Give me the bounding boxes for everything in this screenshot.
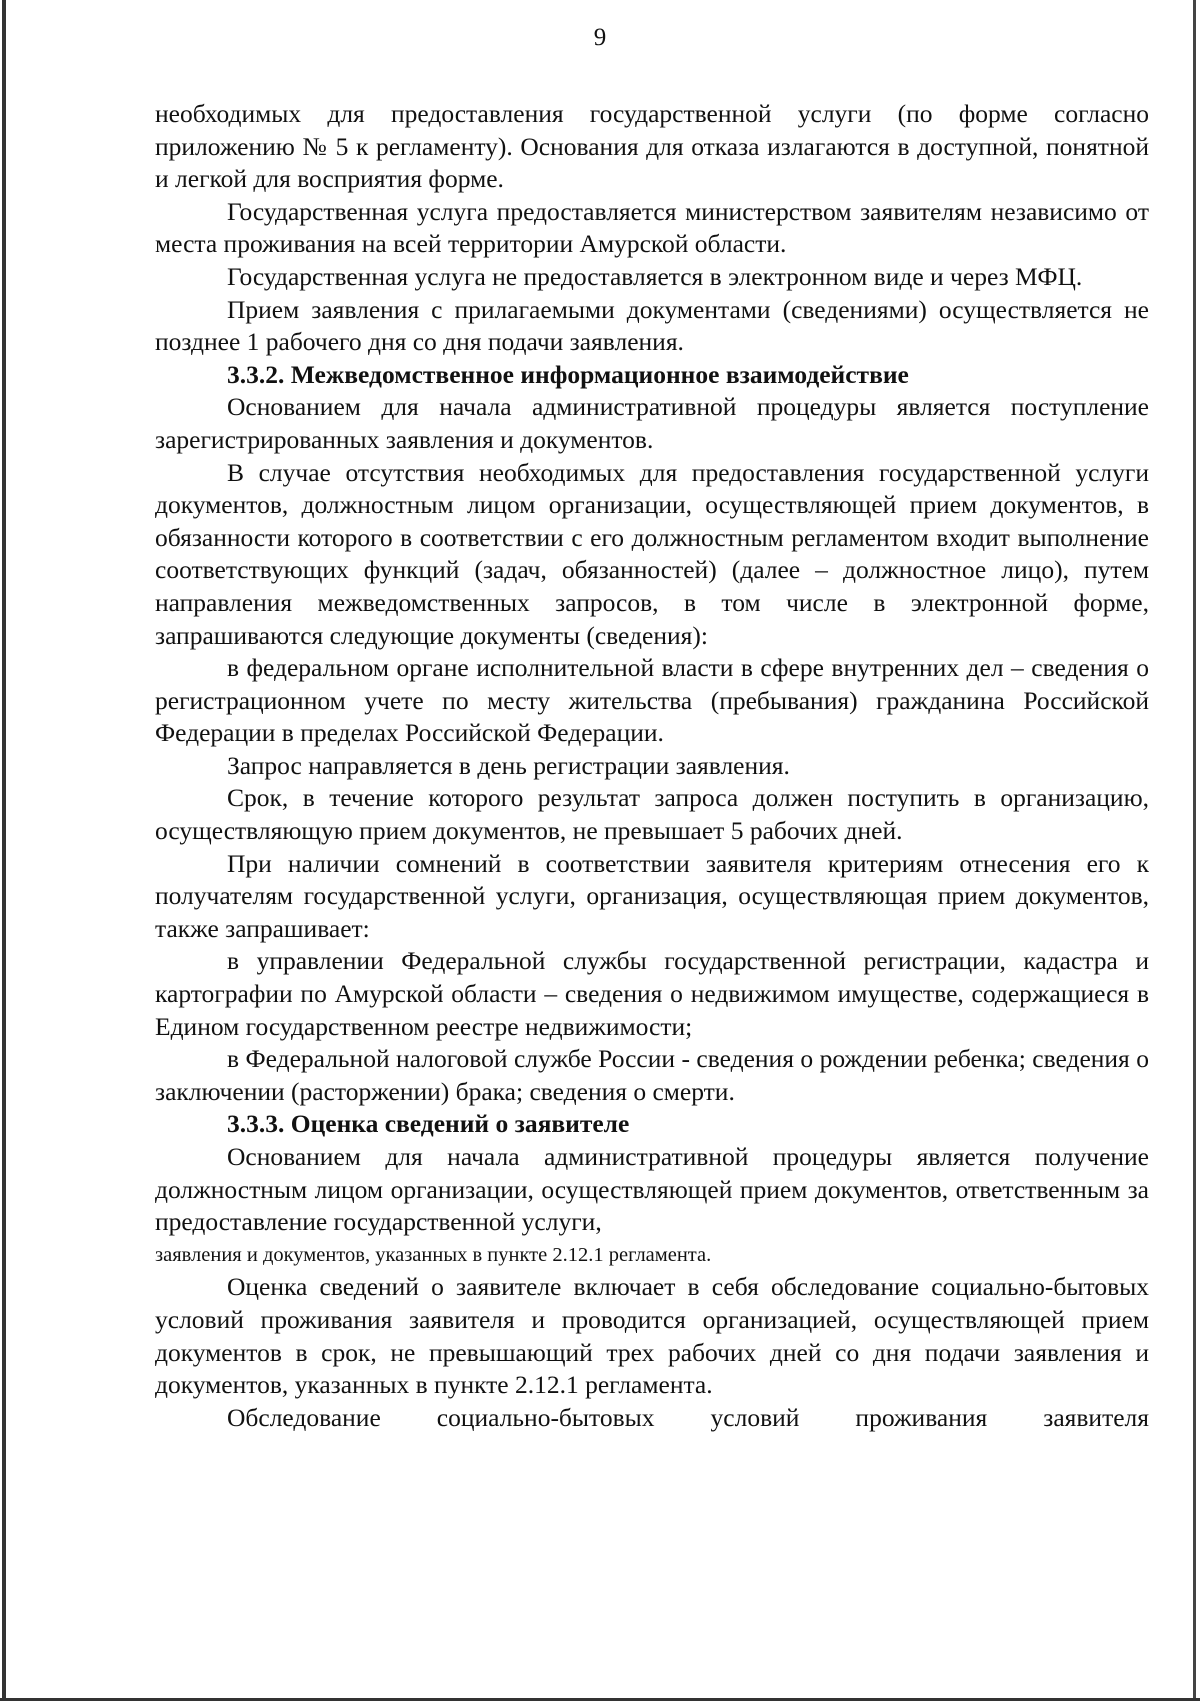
paragraph-inspection: Обследование социально-бытовых условий проживания заявителя [227,1402,1149,1432]
paragraph-assessment: Оценка сведений о заявителе включает в себя обследование социально-бытовых условий проживания заявителя и проводится организацией, осуществляющей прием документов в срок, не превышающий трех рабочих дней со дня подачи заявления и документов, указанных в пункте 2.12.1 регламента. [155,1272,1149,1400]
paragraph-basis-333-continuation: заявления и документов, указанных в пункте 2.12.1 регламента. [155,1243,712,1266]
section-heading-3-3-3: 3.3.3. Оценка сведений о заявителе [227,1109,630,1139]
paragraph-request-day: Запрос направляется в день регистрации заявления. [227,750,790,780]
section-heading-3-3-2: 3.3.2. Межведомственное информационное взаимодействие [227,359,909,389]
paragraph-rosreestr: в управлении Федеральной службы государственной регистрации, кадастра и картографии по Амурской области – сведения о недвижимом имуществе, содержащиеся в Едином государственном реестре недвижимости; [155,946,1149,1041]
scan-left-edge [2,0,6,1701]
paragraph-internal-affairs: в федеральном органе исполнительной власти в сфере внутренних дел – сведения о регистрационном учете по месту жительства (пребывания) гражданина Российской Федерации в пределах Российской Федерации. [155,653,1149,748]
document-body [155,98,1149,1434]
scan-right-edge [1193,0,1196,1701]
paragraph-basis-332: Основанием для начала административной процедуры является поступление зарегистрированных заявления и документов. [155,392,1149,454]
paragraph-tax-service: в Федеральной налоговой службе России - сведения о рождении ребенка; сведения о заключении (расторжении) брака; сведения о смерти. [155,1044,1149,1106]
paragraph-doubts: При наличии сомнений в соответствии заявителя критериям отнесения его к получателям государственной услуги, организация, осуществляющая прием документов, также запрашивает: [155,848,1149,943]
paragraph-service-territory: Государственная услуга предоставляется министерством заявителям независимо от места проживания на всей территории Амурской области. [155,196,1149,259]
paragraph-missing-documents: В случае отсутствия необходимых для предоставления государственной услуги документов, должностным лицом организации, осуществляющей прием документов, в обязанности которого в соответствии с его должностным регламентом входит выполнение соответствующих функций (задач, обязанностей) (далее – должностное лицо), путем направления межведомственных запросов, в том числе в электронной форме, запрашиваются следующие документы (сведения): [155,457,1149,650]
paragraph-basis-333: Основанием для начала административной процедуры является получение должностным лицом организации, осуществляющей прием документов, ответственным за предоставление государственной услуги, [155,1142,1149,1237]
page-number: 9 [593,24,607,51]
paragraph-continuation: необходимых для предоставления государственной услуги (по форме согласно приложению № 5 к регламенту). Основания для отказа излагаются в доступной, понятной и легкой для восприятия форме. [155,99,1149,194]
paragraph-request-term: Срок, в течение которого результат запроса должен поступить в организацию, осуществляющую прием документов, не превышает 5 рабочих дней. [155,783,1149,846]
paragraph-no-electronic: Государственная услуга не предоставляется в электронном виде и через МФЦ. [227,261,1083,291]
paragraph-reception-deadline: Прием заявления с прилагаемыми документами (сведениями) осуществляется не позднее 1 рабочего дня со дня подачи заявления. [155,294,1149,357]
